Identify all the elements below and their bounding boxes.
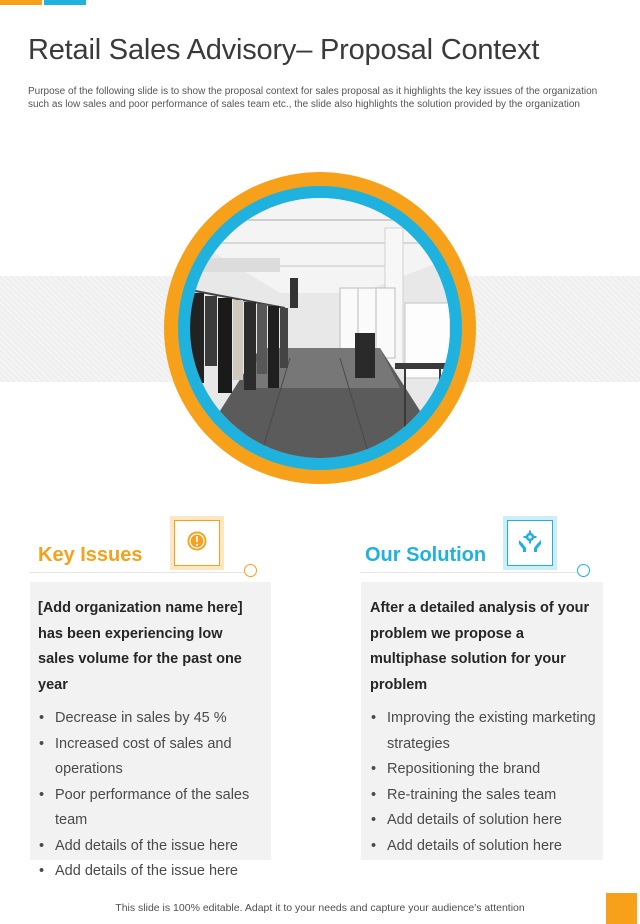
page-title: Retail Sales Advisory– Proposal Context bbox=[28, 34, 540, 66]
our-solution-card bbox=[361, 582, 603, 860]
key-issues-divider bbox=[30, 572, 244, 573]
store-interior-photo bbox=[190, 198, 450, 458]
top-accent-orange bbox=[0, 0, 42, 5]
list-item: • Improving the existing marketing strategies bbox=[371, 710, 596, 752]
footer-note: This slide is 100% editable. Adapt it to your needs and capture your audience's attention bbox=[115, 902, 525, 914]
list-item: • Add details of the issue here bbox=[39, 837, 238, 854]
alert-circle-icon bbox=[186, 530, 208, 557]
key-issues-dot bbox=[244, 564, 257, 577]
key-issues-list bbox=[38, 706, 261, 885]
hands-gear-icon bbox=[517, 529, 543, 558]
our-solution-icon-box bbox=[503, 516, 557, 570]
list-item: • Add details of solution here bbox=[371, 812, 562, 828]
list-item: • Increased cost of sales and operations bbox=[39, 735, 232, 777]
corner-accent-square bbox=[606, 893, 637, 924]
list-item: • Add details of solution here bbox=[371, 837, 562, 854]
our-solution-list bbox=[370, 706, 597, 859]
key-issues-card bbox=[30, 582, 271, 879]
key-issues-lead: [Add organization name here] has been experiencing low sales volume for the past one year bbox=[38, 600, 243, 693]
page-subtitle: Purpose of the following slide is to show the proposal context for sales proposal as it highlights the key issues of the organization such as low sales and poor performance of sales team etc., the slide also highlights the solution provided by the organization bbox=[28, 86, 598, 110]
list-item: • Add details of the issue here bbox=[39, 863, 238, 879]
top-accent-blue bbox=[44, 0, 86, 5]
our-solution-lead: After a detailed analysis of your problem we propose a multiphase solution for your problem bbox=[370, 600, 590, 693]
list-item: • Decrease in sales by 45 % bbox=[39, 710, 227, 726]
our-solution-heading: Our Solution bbox=[365, 544, 487, 566]
our-solution-divider bbox=[360, 572, 578, 573]
our-solution-dot bbox=[577, 564, 590, 577]
key-issues-heading: Key Issues bbox=[38, 544, 143, 566]
key-issues-icon-box bbox=[170, 516, 224, 570]
list-item: • Re-training the sales team bbox=[371, 786, 557, 803]
list-item: • Poor performance of the sales team bbox=[39, 786, 250, 828]
list-item: • Repositioning the brand bbox=[371, 761, 541, 777]
